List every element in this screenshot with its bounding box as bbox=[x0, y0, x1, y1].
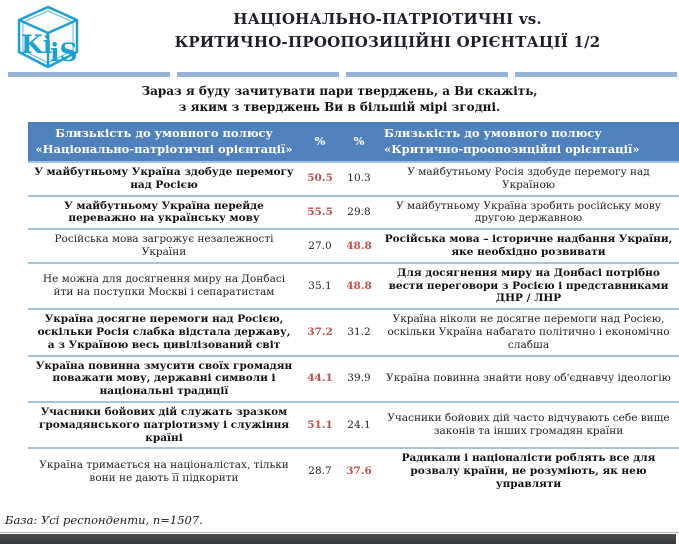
divider-segment bbox=[8, 72, 170, 77]
table-header-right-line2: «Критично-проопозиційні орієнтації» bbox=[384, 141, 640, 156]
pct-right: 31.2 bbox=[340, 309, 378, 355]
statements-table bbox=[28, 122, 679, 494]
table-row bbox=[28, 309, 679, 355]
table-row bbox=[28, 196, 679, 230]
kiis-logo-icon bbox=[8, 4, 88, 70]
table-row bbox=[28, 263, 679, 309]
pct-left: 35.1 bbox=[300, 263, 340, 309]
statement-left: У майбутньому Україна здобуде перемогу над Росією bbox=[28, 162, 300, 196]
statement-left: Україна досягне перемоги над Росією, оскільки Росія слабка відстала державу, а з Україною весь цивілізований світ bbox=[28, 309, 300, 355]
base-note: База: Усі респонденти, n=1507. bbox=[5, 513, 203, 527]
table-row bbox=[28, 162, 679, 196]
table-row bbox=[28, 356, 679, 402]
table-row bbox=[28, 402, 679, 448]
table-row bbox=[28, 448, 679, 493]
pct-left: 37.2 bbox=[300, 309, 340, 355]
statement-right: У майбутньому Україна зробить російську мову другою державною bbox=[378, 196, 679, 230]
pct-right: 39.9 bbox=[340, 356, 378, 402]
bottom-bar bbox=[0, 534, 676, 544]
page-title-line1: НАЦІОНАЛЬНО-ПАТРІОТИЧНІ vs. bbox=[233, 10, 542, 28]
table-body bbox=[28, 162, 679, 494]
statement-left: Російська мова загрожує незалежності України bbox=[28, 229, 300, 263]
statement-right: Україна ніколи не досягне перемоги над Росією, оскільки Україна набагато політично і економічно слабша bbox=[378, 309, 679, 355]
pct-left: 28.7 bbox=[300, 448, 340, 493]
statement-right: Для досягнення миру на Донбасі потрібно вести переговори з Росією і представниками ДНР / ЛНР bbox=[378, 263, 679, 309]
statement-right: У майбутньому Росія здобуде перемогу над Україною bbox=[378, 162, 679, 196]
divider bbox=[8, 72, 677, 77]
statement-right: Російська мова – історичне надбання України, яке необхідно розвивати bbox=[378, 229, 679, 263]
table-header-right bbox=[378, 122, 679, 162]
statement-left: Україна тримається на націоналістах, тільки вони не дають її підкорити bbox=[28, 448, 300, 493]
pct-left: 51.1 bbox=[300, 402, 340, 448]
survey-question-line1: Зараз я буду зачитувати пари тверджень, а Ви скажіть, bbox=[141, 84, 538, 98]
logo-text-right: iS bbox=[50, 38, 78, 67]
page-title-line2: КРИТИЧНО-ПРООПОЗИЦІЙНІ ОРІЄНТАЦІЇ 1/2 bbox=[174, 32, 601, 51]
pct-left: 27.0 bbox=[300, 229, 340, 263]
survey-question-line2: з яким з тверджень Ви в більшій мірі згодні. bbox=[178, 99, 501, 114]
table-header-left-line1: Близькість до умовного полюсу bbox=[55, 126, 273, 140]
table-row bbox=[28, 229, 679, 263]
pct-right: 29.8 bbox=[340, 196, 378, 230]
table-header-left-line2: «Національно-патріотичні орієнтації» bbox=[35, 141, 293, 156]
statement-left: У майбутньому Україна перейде переважно на українську мову bbox=[28, 196, 300, 230]
statement-left: Україна повинна змусити своїх громадян поважати мову, державні символи і національні традиції bbox=[28, 356, 300, 402]
statement-right: Учасники бойових дій часто відчувають себе вище законів та інших громадян країни bbox=[378, 402, 679, 448]
pct-header-2: % bbox=[340, 122, 378, 162]
table-header-right-line1: Близькість до умовного полюсу bbox=[384, 126, 602, 140]
divider-segment bbox=[177, 72, 339, 77]
pct-left: 50.5 bbox=[300, 162, 340, 196]
divider-segment bbox=[515, 72, 677, 77]
pct-right: 37.6 bbox=[340, 448, 378, 493]
pct-left: 55.5 bbox=[300, 196, 340, 230]
statement-right: Радикали і націоналісти роблять все для розвалу країни, не розуміють, як нею управляти bbox=[378, 448, 679, 493]
divider-segment bbox=[346, 72, 508, 77]
statement-left: Не можна для досягнення миру на Донбасі йти на поступки Москві і сепаратистам bbox=[28, 263, 300, 309]
pct-right: 48.8 bbox=[340, 263, 378, 309]
statement-right: Україна повинна знайти нову об'єднавчу ідеологію bbox=[378, 356, 679, 402]
pct-left: 44.1 bbox=[300, 356, 340, 402]
pct-right: 24.1 bbox=[340, 402, 378, 448]
logo-text-left: Ki bbox=[21, 30, 53, 59]
footer-rule bbox=[0, 532, 679, 533]
page-title bbox=[100, 8, 675, 53]
table-header-row bbox=[28, 122, 679, 162]
statement-left: Учасники бойових дій служать зразком громадянського патріотизму і служіння країні bbox=[28, 402, 300, 448]
table-header-left bbox=[28, 122, 300, 162]
pct-right: 10.3 bbox=[340, 162, 378, 196]
survey-question bbox=[0, 84, 679, 115]
pct-header-1: % bbox=[300, 122, 340, 162]
pct-right: 48.8 bbox=[340, 229, 378, 263]
